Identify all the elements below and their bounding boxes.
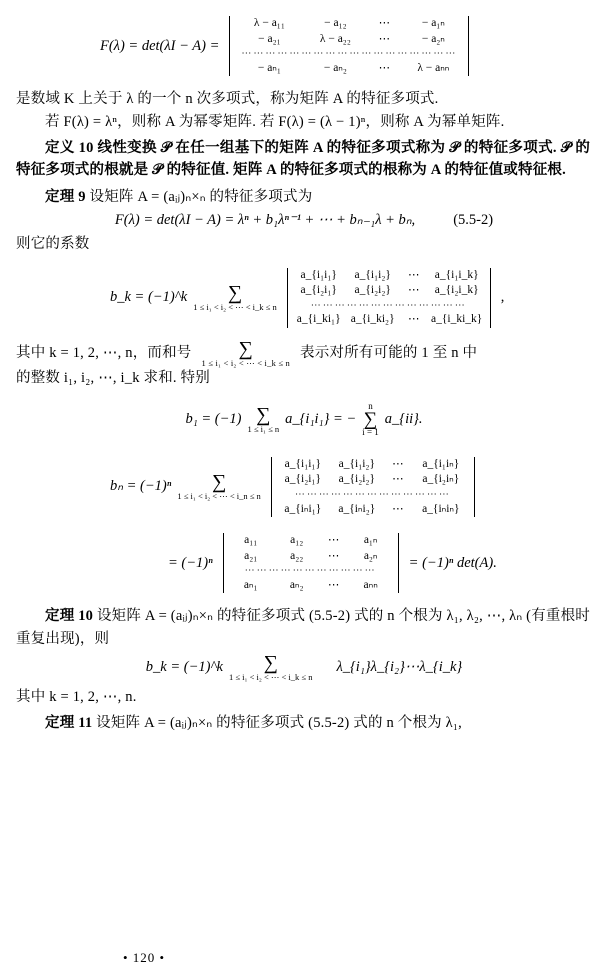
sigma-glyph: ∑ bbox=[256, 403, 271, 426]
matrix-ellipsis-row: ⋯⋯⋯⋯⋯⋯⋯⋯⋯⋯⋯ bbox=[244, 565, 377, 577]
equation-5-5-2-number: (5.5-2) bbox=[453, 212, 494, 229]
theorem-11-text: 设矩阵 A = (aᵢⱼ)ₙ×ₙ 的特征多项式 (5.5-2) 式的 n 个根为 λ₁, bbox=[96, 714, 462, 731]
matrix-row: a_{i₂i₁} a_{i₂i₂} ⋯ a_{i₂i_k} bbox=[300, 284, 479, 297]
equation-bn-lhs: bₙ = (−1)ⁿ bbox=[110, 478, 172, 495]
equation-bk-lhs: b_k = (−1)^k bbox=[110, 289, 188, 306]
paragraph-sum-explanation bbox=[0, 337, 608, 368]
equation-characteristic-polynomial bbox=[0, 16, 608, 76]
paragraph-coefficients-intro: 则它的系数 bbox=[16, 236, 90, 253]
matrix-row: − a₂₁ λ − a₂₂ ⋯ − a₂ₙ bbox=[258, 32, 445, 45]
matrix-row: a_{i₁i₁} a_{i₁i₂} ⋯ a_{i₁iₙ} bbox=[284, 457, 460, 470]
matrix-full-minor bbox=[267, 457, 479, 517]
paragraph-sum-explanation-part1: 其中 k = 1, 2, ⋯, n，而和号 bbox=[16, 345, 192, 362]
equation-bk-roots bbox=[0, 654, 608, 682]
definition-10-label: 定义 10 bbox=[45, 139, 94, 156]
summation-symbol bbox=[247, 403, 280, 434]
matrix-ellipsis-row: ⋯⋯⋯⋯⋯⋯⋯⋯⋯⋯⋯⋯⋯ bbox=[294, 489, 451, 500]
matrix-row: a_{i₂i₁} a_{i₂i₂} ⋯ a_{i₂iₙ} bbox=[284, 473, 460, 486]
sigma-glyph: ∑ bbox=[238, 337, 253, 360]
theorem-9 bbox=[0, 186, 608, 208]
page-footer bbox=[0, 950, 608, 966]
theorem-10-label: 定理 10 bbox=[45, 608, 94, 625]
summation-limits: 1 ≤ i₁ < i₂ < ⋯ < i_k ≤ n bbox=[228, 672, 313, 682]
equation-b1-mid: a_{i₁i₁} = − bbox=[285, 410, 357, 427]
equation-bn-det-rhs: = (−1)ⁿ det(A). bbox=[408, 554, 497, 571]
summation-limits: 1 ≤ i₁ < i₂ < ⋯ < i_k ≤ n bbox=[201, 357, 290, 368]
matrix-row: a_{i_ki₁} a_{i_ki₂} ⋯ a_{i_ki_k} bbox=[296, 313, 483, 326]
summation-limits: 1 ≤ i₁ < i₂ < ⋯ < i_n ≤ n bbox=[177, 491, 261, 502]
equation-bk-roots-lhs: b_k = (−1)^k bbox=[145, 659, 223, 676]
sigma-glyph: ∑ bbox=[363, 408, 378, 430]
matrix-left-bar bbox=[271, 457, 272, 517]
equation-bk-trailing: , bbox=[500, 289, 505, 306]
summation-symbol-indexed bbox=[362, 402, 379, 437]
matrix-row: a_{i₁i₁} a_{i₁i₂} ⋯ a_{i₁i_k} bbox=[300, 268, 479, 281]
page-number: • 120 • bbox=[122, 950, 166, 965]
summation-limits: 1 ≤ i₁ ≤ n bbox=[247, 423, 280, 434]
matrix-row: a₂₁ a₂₂ ⋯ a₂ₙ bbox=[244, 549, 378, 562]
equation-bk-roots-rhs: λ_{i₁}λ_{i₂}⋯λ_{i_k} bbox=[336, 659, 463, 676]
paragraph-sum-explanation-part2: 表示对所有可能的 1 至 n 中 bbox=[300, 345, 478, 362]
equation-bk-general bbox=[0, 268, 608, 328]
matrix-left-bar bbox=[229, 16, 230, 76]
matrix-right-bar bbox=[474, 457, 475, 517]
matrix-right-bar bbox=[398, 533, 399, 593]
equation-lhs: F(λ) = det(λI − A) = bbox=[100, 37, 220, 54]
paragraph-integers-sum: 的整数 i₁, i₂, ⋯, i_k 求和. 特别 bbox=[16, 370, 210, 387]
summation-limits: 1 ≤ i₁ < i₂ < ⋯ < i_k ≤ n bbox=[193, 302, 277, 313]
equation-b1-lhs: b₁ = (−1) bbox=[185, 410, 242, 427]
theorem-10 bbox=[0, 605, 608, 650]
equation-bn-det-lhs: = (−1)ⁿ bbox=[168, 554, 213, 571]
equation-bn-determinant bbox=[0, 533, 608, 593]
summation-symbol-inline bbox=[201, 337, 290, 368]
equation-bn bbox=[0, 457, 608, 517]
sigma-glyph: ∑ bbox=[211, 471, 227, 494]
sigma-glyph: ∑ bbox=[227, 282, 243, 305]
sigma-glyph: ∑ bbox=[263, 652, 278, 674]
summation-symbol bbox=[229, 654, 312, 682]
paragraph-k-range: 其中 k = 1, 2, ⋯, n. bbox=[16, 688, 137, 705]
definition-10 bbox=[0, 137, 608, 182]
matrix-right-bar bbox=[490, 268, 491, 328]
paragraph-nilpotent-unipotent: 若 F(λ) = λⁿ，则称 A 为幂零矩阵. 若 F(λ) = (λ − 1)ⁿ，则称 A 为幂单矩阵. bbox=[45, 113, 505, 130]
definition-10-text: 线性变换 𝒫 在任一组基下的矩阵 A 的特征多项式称为 𝒫 的特征多项式. 𝒫 的特征多项式的根就是 𝒫 的特征值. 矩阵 A 的特征多项式的根称为 A 的特征值或特征根. bbox=[16, 139, 591, 179]
matrix-right-bar bbox=[468, 16, 469, 76]
matrix-row: − aₙ₁ − aₙ₂ ⋯ λ − aₙₙ bbox=[257, 61, 450, 74]
equation-5-5-2-body: F(λ) = det(λI − A) = λⁿ + b₁λⁿ⁻¹ + ⋯ + bₙ₋₁λ + bₙ, bbox=[114, 212, 416, 229]
matrix-A bbox=[219, 533, 403, 593]
matrix-row: λ − a₁₁ − a₁₂ ⋯ − a₁ₙ bbox=[253, 17, 445, 29]
theorem-11 bbox=[0, 712, 608, 734]
matrix-ellipsis-row: ⋯⋯⋯⋯⋯⋯⋯⋯⋯⋯⋯⋯⋯⋯⋯⋯⋯⋯ bbox=[241, 48, 458, 60]
equation-b1 bbox=[0, 402, 608, 437]
theorem-11-label: 定理 11 bbox=[45, 714, 93, 731]
paragraph-field-statement: 是数域 K 上关于 λ 的一个 n 次多项式，称为矩阵 A 的特征多项式. bbox=[16, 91, 439, 108]
theorem-10-text: 设矩阵 A = (aᵢⱼ)ₙ×ₙ 的特征多项式 (5.5-2) 式的 n 个根为 λ₁, λ₂, ⋯, λₙ (有重根时重复出现)，则 bbox=[16, 608, 591, 647]
equation-5-5-2 bbox=[0, 212, 608, 229]
matrix-lambda-minus-A bbox=[225, 16, 473, 76]
theorem-9-label: 定理 9 bbox=[45, 188, 86, 205]
matrix-principal-minor bbox=[283, 268, 495, 328]
matrix-ellipsis-row: ⋯⋯⋯⋯⋯⋯⋯⋯⋯⋯⋯⋯⋯ bbox=[310, 299, 467, 311]
matrix-row: aₙ₁ aₙ₂ ⋯ aₙₙ bbox=[243, 578, 378, 591]
theorem-9-text: 设矩阵 A = (aᵢⱼ)ₙ×ₙ 的特征多项式为 bbox=[89, 188, 313, 205]
matrix-left-bar bbox=[223, 533, 224, 593]
summation-upper-limit: n bbox=[368, 400, 373, 411]
summation-symbol bbox=[177, 473, 260, 501]
matrix-row: a₁₁ a₁₂ ⋯ a₁ₙ bbox=[244, 534, 378, 547]
matrix-row: a_{iₙi₁} a_{iₙi₂} ⋯ a_{iₙiₙ} bbox=[284, 502, 460, 515]
summation-symbol bbox=[193, 284, 276, 312]
matrix-left-bar bbox=[287, 268, 288, 328]
equation-b1-rhs: a_{ii}. bbox=[384, 410, 423, 427]
summation-lower-limit: i = 1 bbox=[362, 426, 379, 437]
